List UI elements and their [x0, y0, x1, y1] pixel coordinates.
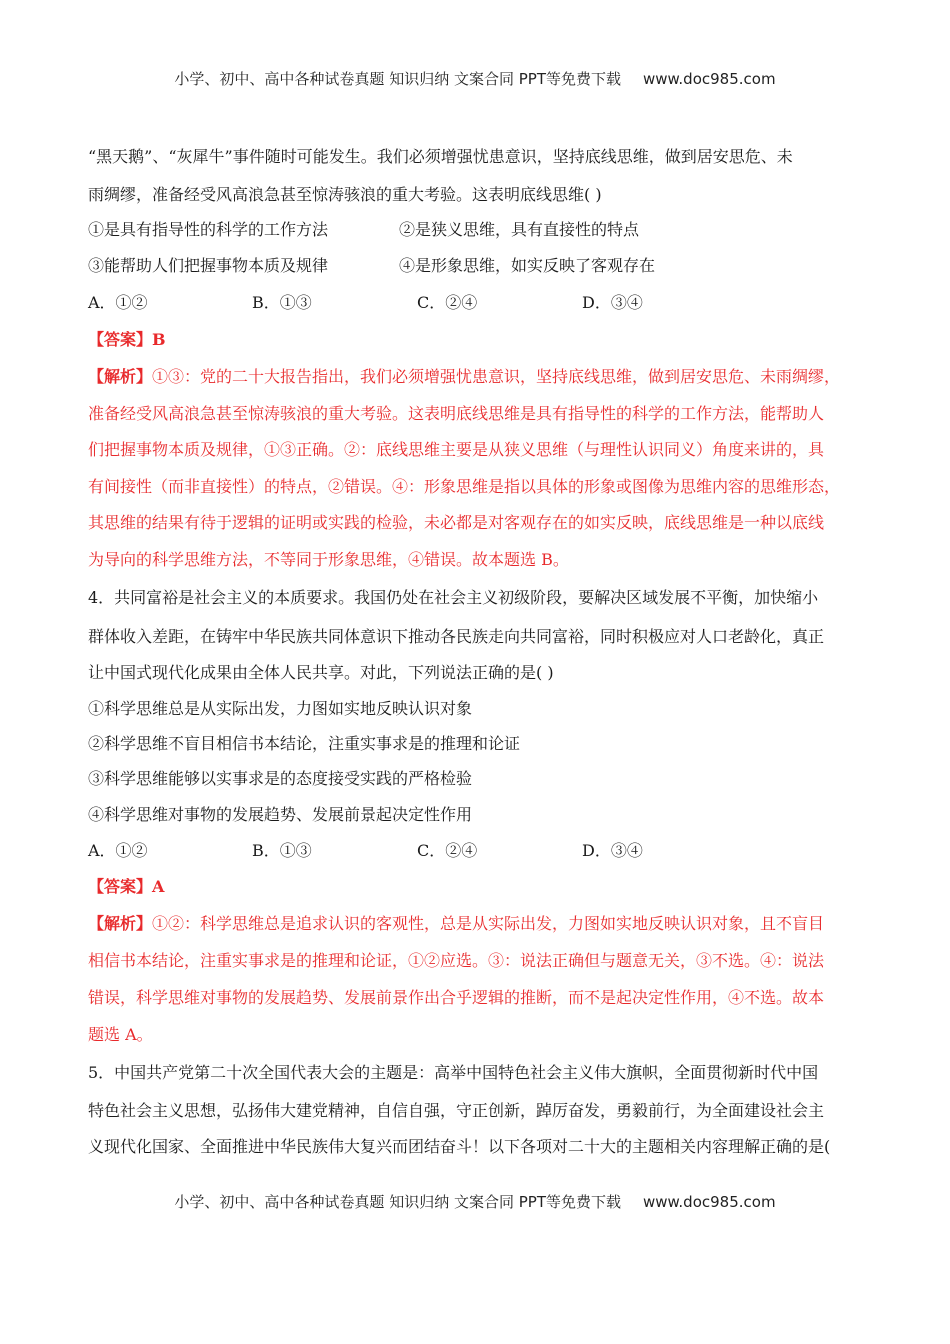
q3-statement-3: ③能帮助人们把握事物本质及规律 — [88, 256, 329, 275]
q3-analysis-line-1 — [88, 366, 868, 388]
q4-option-b: B．①③ — [252, 841, 312, 860]
q3-option-c: C．②④ — [417, 293, 478, 312]
q3-analysis-line-6: 为导向的科学思维方法，不等同于形象思维，④错误。故本题选 B。 — [88, 550, 569, 569]
q5-stem-line-2: 特色社会主义思想，弘扬伟大建党精神，自信自强，守正创新，踔厉奋发，勇毅前行，为全面建设社会主 — [88, 1101, 825, 1120]
q4-statement-4: ④科学思维对事物的发展趋势、发展前景起决定性作用 — [88, 805, 473, 824]
q3-analysis-line-4: 有间接性（而非直接性）的特点，②错误。④：形象思维是指以具体的形象或图像为思维内容的思维形态， — [88, 477, 841, 496]
q4-stem-line-1: 4．共同富裕是社会主义的本质要求。我国仍处在社会主义初级阶段，要解决区域发展不平衡，加快缩小 — [88, 588, 819, 607]
q4-answer-value: A — [152, 877, 165, 896]
q3-stem-line-1: “黑天鹅”、“灰犀牛”事件随时可能发生。我们必须增强忧患意识，坚持底线思维，做到居安思危、未 — [88, 147, 793, 166]
header-site[interactable]: www.doc985.com — [642, 70, 776, 88]
q5-stem-line-3: 义现代化国家、全面推进中华民族伟大复兴而团结奋斗！以下各项对二十大的主题相关内容理解正确的是( — [88, 1137, 831, 1156]
q4-analysis-label: 【解析】 — [88, 914, 153, 933]
q4-option-a: A．①② — [88, 841, 148, 860]
q4-answer — [88, 876, 868, 898]
q3-answer-value: B — [152, 330, 166, 349]
q4-answer-label: 【答案】 — [88, 877, 153, 896]
q3-analysis-text-1: ①③：党的二十大报告指出，我们必须增强忧患意识，坚持底线思维，做到居安思危、未雨绸缪， — [152, 367, 841, 386]
q3-analysis-line-2: 准备经受风高浪急甚至惊涛骇浪的重大考验。这表明底线思维是具有指导性的科学的工作方法，能帮助人 — [88, 404, 825, 423]
q3-answer-label: 【答案】 — [88, 330, 153, 349]
q5-stem-line-1: 5．中国共产党第二十次全国代表大会的主题是：高举中国特色社会主义伟大旗帜，全面贯彻新时代中国 — [88, 1063, 819, 1082]
q4-option-c: C．②④ — [417, 841, 478, 860]
q3-analysis-label: 【解析】 — [88, 367, 153, 386]
q4-stem-line-2: 群体收入差距，在铸牢中华民族共同体意识下推动各民族走向共同富裕，同时积极应对人口老龄化，真正 — [88, 627, 825, 646]
q3-option-b: B．①③ — [252, 293, 312, 312]
q3-stem-line-2: 雨绸缪，准备经受风高浪急甚至惊涛骇浪的重大考验。这表明底线思维( ) — [88, 185, 602, 204]
q4-statement-3: ③科学思维能够以实事求是的态度接受实践的严格检验 — [88, 769, 473, 788]
q3-statement-2: ②是狭义思维，具有直接性的特点 — [399, 220, 640, 239]
q4-statement-1: ①科学思维总是从实际出发，力图如实地反映认识对象 — [88, 699, 473, 718]
header-text: 小学、初中、高中各种试卷真题 知识归纳 文案合同 PPT等免费下载 — [174, 70, 621, 88]
footer-site[interactable]: www.doc985.com — [642, 1193, 776, 1211]
page-header — [0, 68, 950, 89]
q3-answer — [88, 329, 868, 351]
q3-option-d: D．③④ — [582, 293, 643, 312]
q3-statement-1: ①是具有指导性的科学的工作方法 — [88, 220, 329, 239]
q4-statement-2: ②科学思维不盲目相信书本结论，注重实事求是的推理和论证 — [88, 734, 521, 753]
q3-analysis-line-5: 其思维的结果有待于逻辑的证明或实践的检验，未必都是对客观存在的如实反映，底线思维是一种以底线 — [88, 513, 825, 532]
page-footer — [0, 1191, 950, 1212]
q4-analysis-line-1 — [88, 913, 868, 935]
q4-stem-line-3: 让中国式现代化成果由全体人民共享。对此，下列说法正确的是( ) — [88, 663, 554, 682]
q4-analysis-line-2: 相信书本结论，注重实事求是的推理和论证，①②应选。③：说法正确但与题意无关，③不选。④：说法 — [88, 951, 825, 970]
q4-analysis-line-4: 题选 A。 — [88, 1025, 153, 1044]
q3-analysis-line-3: 们把握事物本质及规律，①③正确。②：底线思维主要是从狭义思维（与理性认识同义）角度来讲的，具 — [88, 440, 825, 459]
q4-analysis-text-1: ①②：科学思维总是追求认识的客观性，总是从实际出发，力图如实地反映认识对象，且不盲目 — [152, 914, 825, 933]
q4-option-d: D．③④ — [582, 841, 643, 860]
q3-option-a: A．①② — [88, 293, 148, 312]
footer-text: 小学、初中、高中各种试卷真题 知识归纳 文案合同 PPT等免费下载 — [174, 1193, 621, 1211]
q3-statement-4: ④是形象思维，如实反映了客观存在 — [399, 256, 656, 275]
q4-analysis-line-3: 错误，科学思维对事物的发展趋势、发展前景作出合乎逻辑的推断，而不是起决定性作用，④不选。故本 — [88, 988, 825, 1007]
